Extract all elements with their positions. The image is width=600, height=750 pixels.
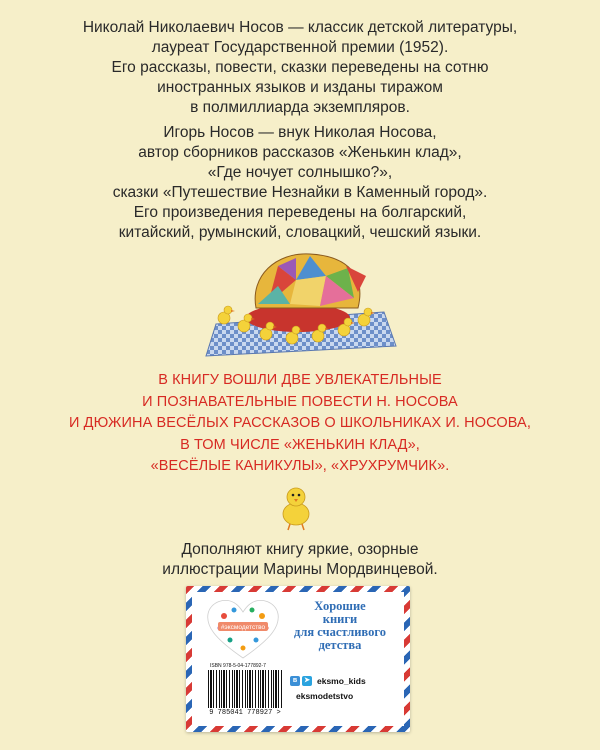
card-tagline [284, 600, 396, 652]
bio-line: в полмиллиарда экземпляров. [190, 99, 410, 116]
barcode [208, 670, 282, 708]
highlight-line: В КНИГУ ВОШЛИ ДВЕ УВЛЕКАТЕЛЬНЫЕ [158, 372, 442, 388]
tagline-line: книги [322, 612, 358, 626]
bio-line: лауреат Государственной премии (1952). [151, 39, 449, 56]
social-handle[interactable]: eksmo_kids [317, 676, 366, 686]
heart-label: #эксмодетство [220, 624, 266, 631]
isbn-text: ISBN 978-5-04-177892-7 [210, 663, 266, 669]
tea-cozy-chicks-illustration [198, 246, 398, 358]
tagline-line: Хорошие [314, 599, 366, 613]
bio-line: Игорь Носов — внук Николая Носова, [163, 124, 437, 141]
note-line: Дополняют книгу яркие, озорные [181, 541, 419, 558]
bio-line: Николай Николаевич Носов — классик детской литературы, [82, 19, 518, 36]
author-bio-igor [0, 123, 600, 243]
highlight-line: И ПОЗНАВАТЕЛЬНЫЕ ПОВЕСТИ Н. НОСОВА [142, 393, 458, 410]
illustrations-note [0, 540, 600, 580]
bio-line: иностранных языков и изданы тиражом [157, 79, 443, 96]
chick-illustration [276, 482, 316, 532]
author-bio-nikolay [0, 18, 600, 118]
highlight-line: В ТОМ ЧИСЛЕ «ЖЕНЬКИН КЛАД», [180, 436, 420, 453]
book-contents-highlight [0, 370, 600, 478]
bio-line: Его произведения переведены на болгарский, [133, 204, 467, 221]
bio-line: автор сборников рассказов «Женькин клад», [138, 144, 462, 161]
social-handle-2[interactable]: eksmodetstvo [296, 691, 354, 701]
highlight-line: И ДЮЖИНА ВЕСЁЛЫХ РАССКАЗОВ О ШКОЛЬНИКАХ И. НОСОВА, [69, 415, 531, 431]
social-links [290, 674, 366, 688]
barcode-number: 9 785041 778927 > [209, 709, 281, 717]
publisher-card [186, 586, 410, 732]
bio-line: Его рассказы, повести, сказки переведены на сотню [111, 59, 489, 76]
telegram-icon[interactable]: ➤ [302, 676, 312, 686]
note-line: иллюстрации Марины Мордвинцевой. [162, 561, 438, 578]
vk-icon[interactable]: в [290, 676, 300, 686]
bio-line: «Где ночует солнышко?», [207, 164, 393, 181]
tagline-line: для счастливого [294, 625, 386, 639]
bio-line: сказки «Путешествие Незнайки в Каменный город». [112, 184, 488, 201]
tagline-line: детства [318, 638, 362, 652]
bio-line: китайский, румынский, словацкий, чешский языки. [118, 224, 482, 241]
heart-logo-icon [204, 596, 282, 662]
highlight-line: «ВЕСЁЛЫЕ КАНИКУЛЫ», «ХРУХРУМЧИК». [150, 458, 450, 474]
